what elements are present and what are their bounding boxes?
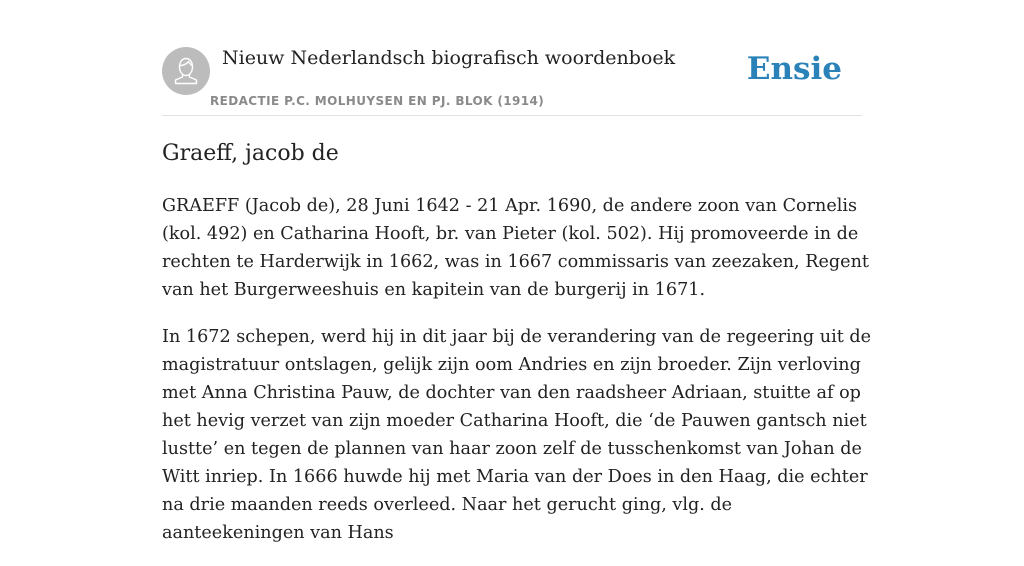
ensie-logo-link[interactable]: Ensie [746, 51, 842, 87]
person-outline-icon [162, 47, 210, 95]
entry-paragraph: GRAEFF (Jacob de), 28 Juni 1642 - 21 Apr. 1690, de andere zoon van Cornelis (kol. 492) en Catharina Hooft, br. van Pieter (kol. 502). Hij promoveerde in de rechten te Harderwijk in 1662, was in 1667 commissaris van zeezaken, Regent van het Burgerweeshuis en kapitein van de burgerij in 1671. [162, 196, 869, 300]
entry-paragraph: In 1672 schepen, werd hij in dit jaar bij de verandering van de regeering uit de magistratuur ontslagen, gelijk zijn oom Andries en zijn broeder. Zijn verloving met Anna Christina Pauw, de dochter van den raadsheer Adriaan, stuitte af op het hevig verzet van zijn moeder Catharina Hooft, die ‘de Pauwen gantsch niet lustte’ en tegen de plannen van haar zoon zelf de tusschenkomst van Johan de Witt inriep. In 1666 huwde hij met Maria van der Does in den Haag, die echter na drie maanden reeds overleed. Naar het gerucht ging, vlg. de aanteekeningen van Hans [162, 327, 872, 543]
book-title[interactable]: Nieuw Nederlandsch biografisch woordenboek [222, 47, 676, 69]
entry-title: Graeff, jacob de [162, 141, 339, 166]
book-header [162, 0, 862, 116]
book-editors: REDACTIE P.C. MOLHUYSEN EN PJ. BLOK (1914) [210, 94, 545, 108]
avatar [162, 47, 210, 95]
entry-body [162, 192, 874, 566]
